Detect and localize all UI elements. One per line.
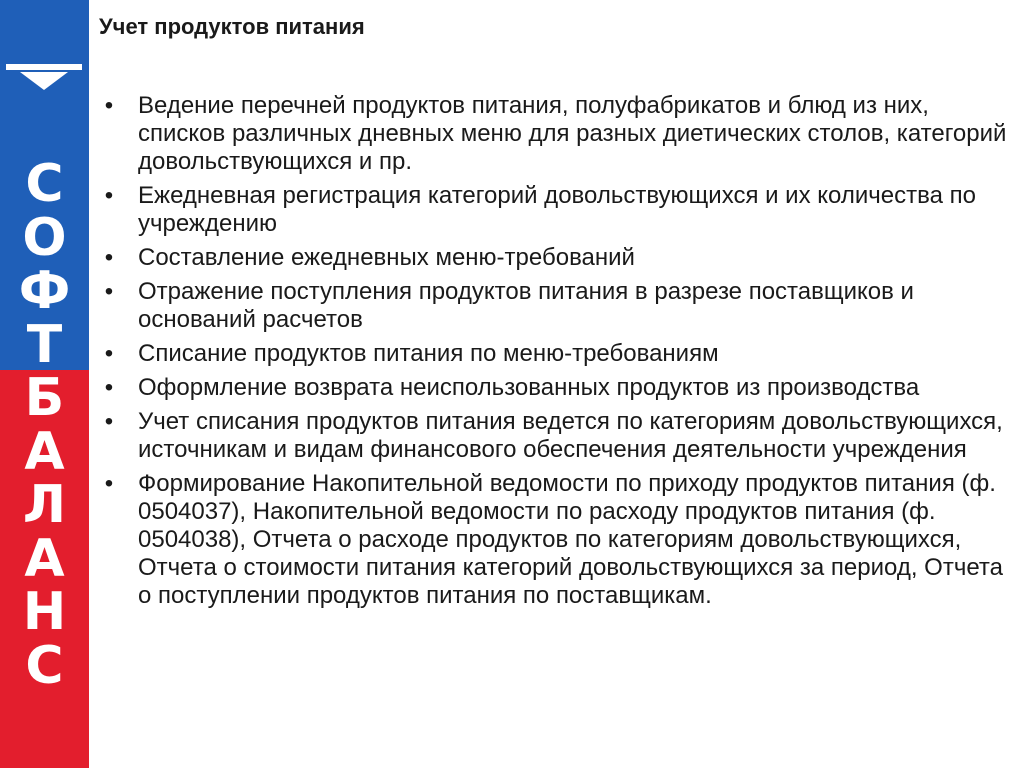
list-item-text: Формирование Накопительной ведомости по приходу продуктов питания (ф. 0504037), Накопительной ведомости по расходу продуктов питания (ф. 0504038), Отчета о расходе продуктов по категориям довольствующихся, Отчета о стоимости питания категорий довольствующихся за период, Отчета о поступлении продуктов питания по поставщикам. — [138, 470, 1003, 609]
bullet-dot-icon: • — [104, 278, 114, 305]
brand-letter: Ф — [18, 261, 71, 321]
list-item-text: Оформление возврата неиспользованных продуктов из производства — [138, 374, 920, 401]
list-item — [99, 340, 1014, 368]
list-item-text: Ежедневная регистрация категорий довольствующихся и их количества по учреждению — [138, 182, 976, 237]
brand-letter: С — [25, 154, 64, 214]
down-triangle-banner-icon — [6, 64, 82, 90]
list-item — [99, 182, 1014, 238]
bullet-list — [99, 92, 1014, 610]
list-item — [99, 92, 1014, 176]
bullet-dot-icon: • — [104, 408, 114, 435]
list-item — [99, 470, 1014, 610]
list-item-text: Списание продуктов питания по меню-требованиям — [138, 340, 719, 367]
brand-letter: О — [22, 207, 67, 268]
list-item — [99, 278, 1014, 334]
brand-letter: Л — [22, 475, 67, 535]
brand-letter: Б — [24, 368, 65, 428]
brand-letter: А — [24, 421, 65, 482]
brand-strip — [0, 0, 89, 768]
bullet-dot-icon: • — [104, 340, 114, 367]
list-item-text: Ведение перечней продуктов питания, полуфабрикатов и блюд из них, списков различных дневных меню для разных диетических столов, категорий довольствующихся и пр. — [138, 92, 1007, 175]
bullet-dot-icon: • — [104, 182, 114, 209]
brand-letter: Н — [22, 582, 67, 642]
bullet-dot-icon: • — [104, 92, 114, 119]
bullet-dot-icon: • — [104, 470, 114, 497]
list-item-text: Составление ежедневных меню-требований — [138, 244, 635, 271]
list-item — [99, 374, 1014, 402]
brand-letter: А — [24, 528, 65, 589]
bullet-dot-icon: • — [104, 244, 114, 271]
list-item — [99, 408, 1014, 464]
slide-content — [99, 10, 1014, 616]
brand-letter: С — [25, 635, 64, 696]
bullet-dot-icon: • — [104, 374, 114, 401]
list-item — [99, 244, 1014, 272]
brand-letter: Т — [26, 314, 63, 375]
page-title: Учет продуктов питания — [99, 14, 365, 39]
list-item-text: Учет списания продуктов питания ведется по категориям довольствующихся, источникам и видам финансового обеспечения деятельности учреждения — [138, 408, 1003, 463]
list-item-text: Отражение поступления продуктов питания в разрезе поставщиков и оснований расчетов — [138, 278, 914, 333]
brand-logo-vertical — [0, 154, 89, 696]
